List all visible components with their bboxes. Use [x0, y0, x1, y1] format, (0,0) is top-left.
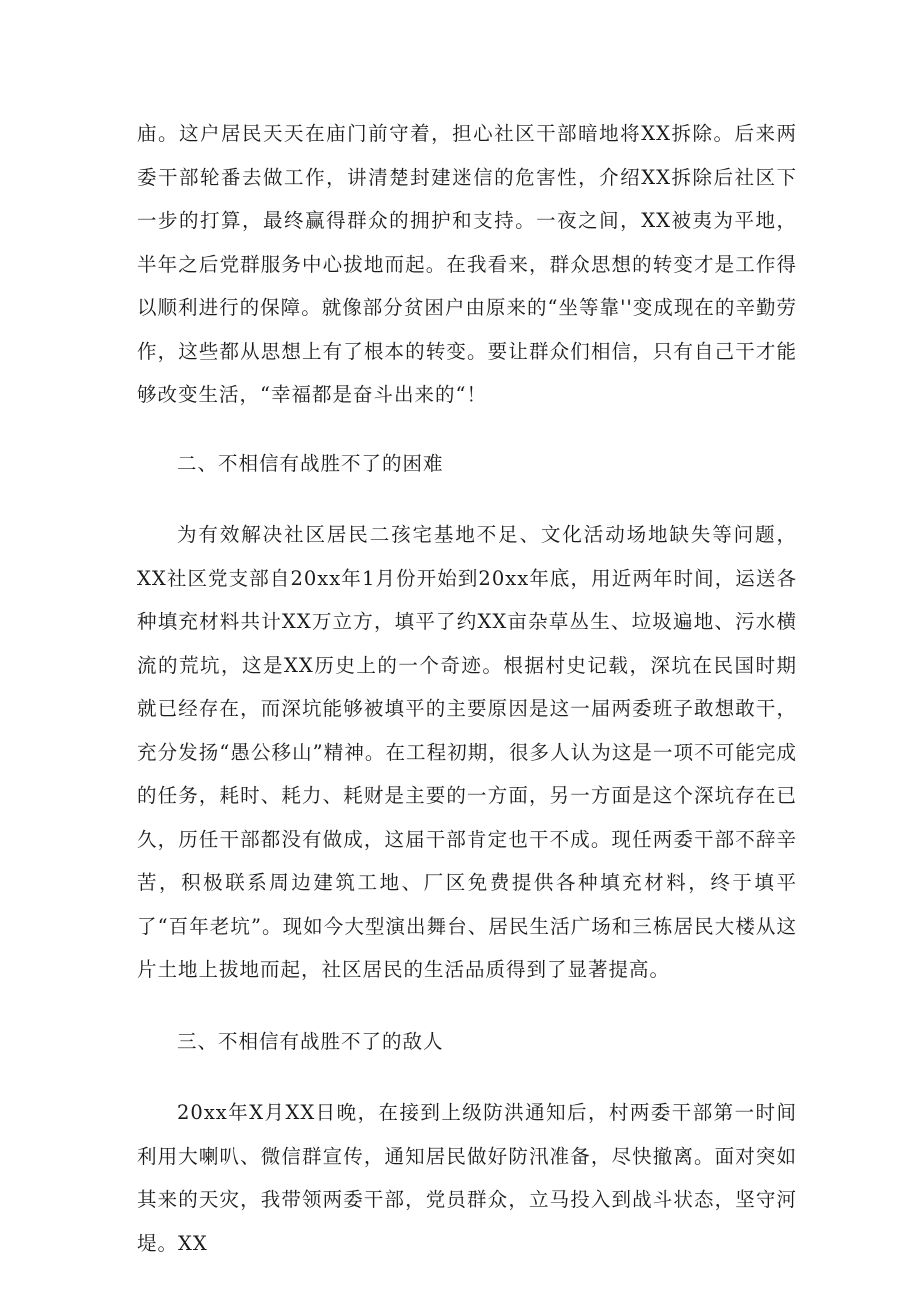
spacer: [137, 992, 797, 1020]
section-heading-2: 二、不相信有战胜不了的困难: [177, 451, 444, 475]
section-heading-3: 三、不相信有战胜不了的敌人: [177, 1029, 444, 1053]
spacer: [137, 485, 797, 513]
spacer: [137, 1063, 797, 1091]
paragraph-continuation: 庙。这户居民天天在庙门前守着，担心社区干部暗地将XX拆除。后来两委干部轮番去做工作，讲清楚封建迷信的危害性，介绍XX拆除后社区下一步的打算，最终赢得群众的拥护和支持。一夜之间，XX被夷为平地，半年之后党群服务中心拔地而起。在我看来，群众思想的转变才是工作得以顺利进行的保障。就像部分贫困户由原来的“坐等靠''变成现在的辛勤劳作，这些都从思想上有了根本的转变。要让群众们相信，只有自己干才能够改变生活，“幸福都是奋斗出来的“！: [137, 122, 797, 406]
paragraph-section-2: 为有效解决社区居民二孩宅基地不足、文化活动场地缺失等问题，XX社区党支部自20xx年1月份开始到20xx年底，用近两年时间，运送各种填充材料共计XX万立方，填平了约XX亩杂草丛生、垃圾遍地、污水横流的荒坑，这是XX历史上的一个奇迹。根据村史记载，深坑在民国时期就已经存在，而深坑能够被填平的主要原因是这一届两委班子敢想敢干，充分发扬“愚公移山”精神。在工程初期，很多人认为这是一项不可能完成的任务，耗时、耗力、耗财是主要的一方面，另一方面是这个深坑存在已久，历任干部都没有做成，这届干部肯定也干不成。现任两委干部不辞辛苦，积极联系周边建筑工地、厂区免费提供各种填充材料，终于填平了“百年老坑”。现如今大型演出舞台、居民生活广场和三栋居民大楼从这片土地上拔地而起，社区居民的生活品质得到了显著提高。: [137, 523, 797, 981]
document-body: [137, 112, 797, 1265]
paragraph-section-3: 20xx年X月XX日晚，在接到上级防洪通知后，村两委干部第一时间利用大喇叭、微信群宣传，通知居民做好防汛准备，尽快撤离。面对突如其来的天灾，我带领两委干部，党员群众，立马投入到战斗状态，坚守河堤。XX: [137, 1101, 797, 1255]
spacer: [137, 417, 797, 442]
